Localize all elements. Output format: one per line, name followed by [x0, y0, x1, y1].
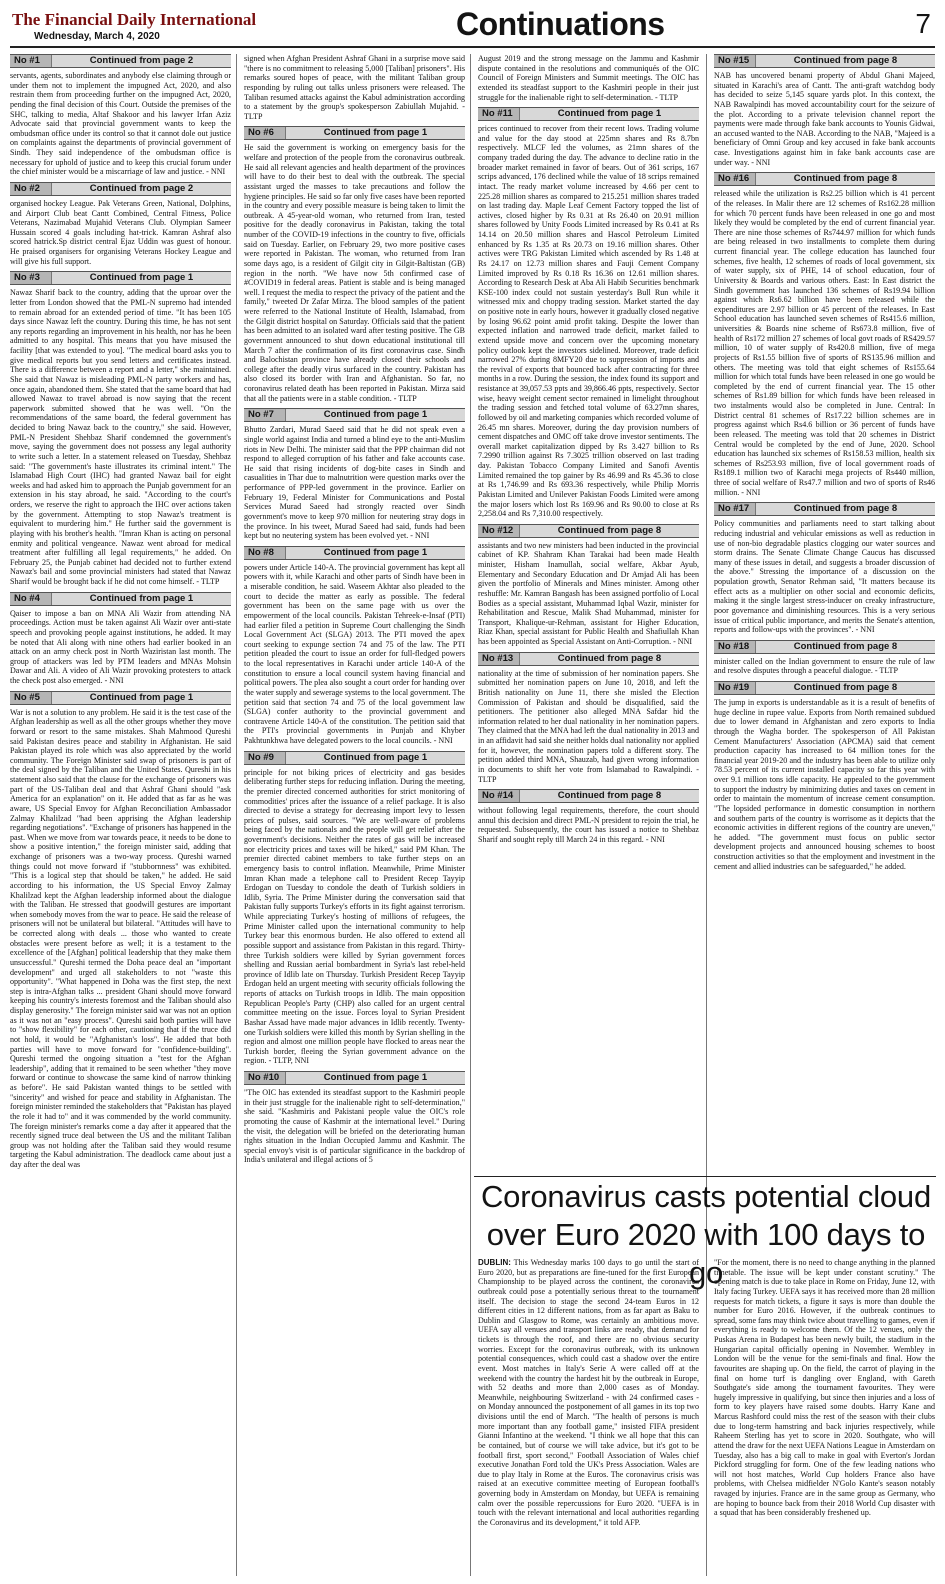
story-text: He said the government is working on emergency basis for the welfare and protection of the people from the coronavirus outbreak. He said all relevant agencies and health department of the provinces will have to do their best to deal with the outbreak. The special assistant urged the masses to take precautions and follow the hygiene principles. He said so far only five cases have been reported in the country and every possible measure is being taken to limit the outbreak. A 45-year-old woman, who returned from Iran, tested positive for the deadly coronavirus in Pakistan, taking the total number of the COVID-19 infections in the country to five, officials said on Tuesday. Earlier, on February 29, two more positive cases were reported in Pakistan. The woman, who returned from Iran some days ago, is a resident of Gilgit city in Gilgit-Baltistan (GB) region in the north. "We have now 5th confirmed case of #COVID19 in federal areas. Patient is stable and is being managed well. I request the media to respect the privacy of the patient and the family," tweeted Dr Zafar Mirza. The blood samples of the patient were referred to the National Institute of Health, Islamabad, from the Gilgit district hospital on Saturday. Officials said that the patient has been admitted to an isolated ward after testing positive. The GB government announced to shut down educational institutional till March 7 after the confirmation of its first coronavirus case. Sindh and Balochistan province have already closed their schools and college after the deadly virus surfaced in the country. Pakistan has also closed its border with Iran and Afghanistan. So far, no coronavirus related death has been reported in Pakistan. Mirza said that all the patients were in a stable condition. - TLTP: [244, 143, 465, 403]
story-header: [10, 592, 231, 606]
issue-date: Wednesday, March 4, 2020: [34, 31, 160, 42]
continued-label: Continued from page 1: [557, 108, 662, 120]
feature-text: "For the moment, there is no need to change anything in the planned timetable. The issue will be kept under constant scrutiny." The opening match is due to take place in Rome on Friday, June 12, with Italy facing Turkey. UEFA says it has received more than 28 million requests for match tickets, a figure it says is more than double the number for Euro 2016. However, if the outbreak continues to spread, some fans may think twice about travelling to games, even if everything is ready to welcome them. Of the 12 venues, only the Puskas Arena in Budapest has been newly built, the stadium in the Hungarian capital officially opening in November. Wembley in London will be the venue for the semi-finals and final. How the favourites are shaping up. On the field, the carrot of playing in the final on home turf is dangling over England, with Gareth Southgate's side among the tournament favourites. They were hugely impressive in qualifying, but since then injuries and a loss of form to key players have raised some doubts. Harry Kane and Marcus Rashford could miss the rest of the season with their clubs due to long-term hamstring and back injuries respectively, while Raheem Sterling has yet to score in 2020. Southgate, who will attend the draw for the next UEFA Nations League in Amsterdam on Tuesday, also has a big call to make in goal with Everton's Jordan Pickford struggling for form. One of the few leading nations who will not host matches, World Cup holders France also have problems, with Chelsea midfielder N'Golo Kante's season notably ravaged by injuries. France are in the same group as Germany, who are hoping to bounce back from their 2018 World Cup disaster with a squad that has been considerably freshened up.: [714, 1258, 935, 1518]
story-text: without following legal requirements, therefore, the court should annul this decision and direct PML-N president to rejoin the trial, he requested. Subsequently, the court has issued a notice to Shehbaz Sharif and sought reply till March 24 in this regard. - NNI: [478, 806, 699, 844]
story-header: [244, 408, 465, 422]
feature-dateline: DUBLIN:: [478, 1258, 511, 1267]
story-text: released while the utilization is Rs2.25 billion which is 41 percent of the releases. In Malir there are 12 schemes of Rs162.28 million for which 70 percent funds have been released in one go and most likely they would be completed by the end of current financial year. There are nine those schemes of Rs744.97 million for which funds are being released in two installments to complete them during current financial year. The college education has launched four schemes, five health, 12 schemes of roads of local government, six of water supply, six of PHE, 14 of school education, four of University & Boards and various others. East: In East district the Sindh government has launched 136 schemes of Rs19.94 billion against which Rs6.62 billion have been released while the expenditures are 2.97 billion or 45 percent of the releases. In East School education has launched seven schemes of Rs415.6 million, universities & Boards nine scheme of Rs673.8 million, five of health of Rs172 million 27 schemes of local govt roads of RS429.57 million, 10 of water supply of Rs420.8 million, five of mega projects of Rs1.55 billion five of sports of RS135.96 million and others. The meeting was told that eight schemes of Rs155.64 million for which total funds have been released in one go would be completed by the end of current financial year. The 15 other schemes of Rs1.89 billion for which funds have been released in two instalments would also be completed in June. Central: In District central 81 schemes of Rs17.22 billion schemes are in progress against which Rs4.6 billion or 36 percent of funds have been released. The meeting was told that 20 schemes in District Central would be completed by the end of June, 2020. School education has launched six schemes of Rs158.53 million, health six schemes of Rs253.93 million, five of local government roads of Rs189.1 million two of Karachi mega projects of Rs440 million, three of social welfare of Rs47.7 million and two of sports of Rs46 million. - NNI: [714, 189, 935, 497]
continued-label: Continued from page 8: [793, 55, 898, 66]
story-header: [10, 54, 231, 68]
story-header: [714, 54, 935, 68]
section-title: Continuations: [456, 6, 665, 42]
continued-label: Continued from page 8: [793, 640, 898, 652]
continued-label: Continued from page 1: [323, 751, 428, 763]
story-number: No #5: [10, 692, 52, 704]
story-17: [714, 502, 935, 635]
story-number: No #3: [10, 272, 52, 284]
column-2: [244, 54, 465, 1576]
story-header: [244, 546, 465, 560]
story-number: No #7: [244, 409, 286, 421]
story-text: Bhutto Zardari, Murad Saeed said that he did not speak even a single world against India and turned a blind eye to the anti-Muslim riots in New Delhi. The minister said that the PPP chairman did not respond to alleged corruption of his father and fake accounts case. He said that rising incidents of dog-bite cases in Sindh and casualities in Thar due to malnutrition were question marks over the performance of PPP-led government in the province. Earlier on February 19, Federal Minister for Communications and Postal Services Murad Saeed had strongly reacted over Sindh government's move to keep 970 million for neutering stray dogs in the province. In his tweet, Murad Saeed had said, funds had been kept but no neutering system has been evolved yet. - NNI: [244, 425, 465, 541]
column-divider: [706, 54, 707, 1576]
story-text: organised hockey League. Pak Veterans Green, National, Dolphins, and Airport Club beat Cantt Combined, Central Fitness, Police Veterans, Nazimabad Mujahid Veterans Club. Olympian Sameer Hussain scored 4 goals including hat-trick. Kamran Ashraf also scored hatrick.Sp district central Ejaz Uddin was guest of honour. He praised organisers for organising Veterans Hockey League and will give his full support.: [10, 198, 231, 266]
column-divider: [470, 54, 471, 1576]
story-3: [10, 271, 231, 586]
story-5-continued: [244, 54, 465, 121]
continued-label: Continued from page 2: [89, 182, 194, 194]
feature-column-1: [478, 1258, 699, 1578]
story-18: [714, 640, 935, 676]
story-header: [478, 524, 699, 538]
story-number: No #19: [714, 682, 756, 694]
story-header: [10, 691, 231, 705]
story-number: No #16: [714, 173, 756, 185]
column-divider: [236, 54, 237, 1576]
story-text: assistants and two new ministers had been inducted in the provincial cabinet of KP. Shahram Khan Tarakai had been made Health minister, Hisham Inamullah, social welfare, Akbar Ayub, Elementary and Secondary Education and Dr Amjad Ali has been given the portfolio of Minerals and Mines minister. Among other reshuffle: Mr. Kamran Bangash has been assigned portfolio of Local Bodies as a special assistant, Muhammad Iqbal Wazir, minister for Rehabilitation and Rescue, Malik Shad Muhammad, minister for Transport, Khalique-ur-Rehman, assistant for Higher Education, Riaz Khan, special assistant for Public Health and Shafiullah Khan has been appointed as Special Assistant on Anti-Corruption. - NNI: [478, 540, 699, 646]
story-5: [10, 691, 231, 1170]
story-7: [244, 408, 465, 541]
story-text: principle for not biking prices of electricity and gas besides deliberating further steps for reducing inflation. During the meeting, the premier directed concerned authorities for strict monitoring of commodities' prices after the issuance of a relief package. It is also directed to devise a strategy for decreasing import levy to lessen prices of pulses, said sources. "We are well-aware of problems being faced by the nationals and the people will get relief after the government's decisions. Neither the rates of gas will be increased nor electricity prices and taxes will be hiked," said PM Khan. The premier directed cabinet members to take further steps on an emergency basis to control inflation. Meanwhile, Prime Minister Imran Khan made a telephone call to President Recep Tayyip Erdogan on Tuesday to condole the death of Turkish soldiers in Idlib, Syria. The Prime Minister during the conversation said that Pakistan fully supports Turkey's efforts in its fight against terrorism. While appreciating Turkey's hosting of millions of refugees, the Prime Minister called upon the international community to help Turkey bear this enormous burden. He also offered to extend all possible support and assistance from Pakistan in this regard. Thirty-three Turkish soldiers were killed by Syrian government forces shelling and Russian aerial bombardment in Syria's last rebel-held province of Idlib late on Thursday. Turkish President Recep Tayyip Erdogan held an urgent meeting with security officials following the reports of attacks on Turkish troops in Idlib. The main opposition Republican People's Party (CHP) also called for an urgent central committee meeting on the issue. Forces loyal to Syrian President Bashar Assad have made major advances in Idlib recently. Twenty-one Turkish soldiers were killed this month by Syrian shelling in the region and almost one million people have flocked to areas near the Turkish border, fleeing the Syrian government advance on the region. - TLTP, NNI: [244, 767, 465, 1066]
story-number: No #10: [244, 1072, 286, 1084]
story-header: [714, 502, 935, 516]
story-14: [478, 789, 699, 845]
story-text: nationality at the time of submission of her nomination papers. She submitted her nomination papers on June 10, 2018, and left the British nationality on June 11, there she misled the Election Commission of Pakistan and should be disqualified, said the petitioners. The petitioner also alleged MNA Safdar hid the information related to her dual nationality in her nomination papers. They claimed that the MNA had left the dual nationality in 2013 and in an affidavit had said she neither holds dual nationality nor applied for it, however, the nomination papers told a different story. The petition added third MNA, Shauzab, had given wrong information in documents to shift her vote from Islamabad to Rawalpindi. - TLTP: [478, 668, 699, 784]
story-text: Nawaz Sharif back to the country, adding that the uproar over the letter from London showed that the PML-N supremo had intended to remain abroad for an extended period of time. "It has been 105 days since Nawaz left the country. During this time, he has not sent any reports regarding an improvement in his health, nor has he been admitted to any hospital. This means that you have misused the facility [that was extended to you]. "The medical board asks you to give medical reports but you send letters and certificates instead. There is a difference between a report and a letter," she maintained. She said that Nawaz is misleading PML-N party workers and has, once again, abandoned them. She stated that the same board that had allowed Nawaz to travel abroad is now saying that the recent paperwork submitted showed that he was well. "On the recommendations of the same board, the federal government has decided to bring Nawaz back to the country," she said. However, PML-N President Shehbaz Sharif condemned the government's move, saying the government does not possess any legal authority to write such a letter. In a statement released on Tuesday, Shehbaz said: "The government's haste illustrates its criminal intent." The Islamabad High Court (IHC) had granted Nawaz bail for eight weeks and had asked him to approach the Punjab government for an extension in his stay abroad, he said. "According to the court's orders, we reserve the right to approach the IHC over actions taken by the government. Attempting to stop Nawaz's treatment is equivalent to murdering him." He further said the government is playing with his brother's health. "Imran Khan is acting on personal enmity and political vengeance. Nawaz went abroad for medical treatment after fulfilling all legal requirements," he added. On February 25, the Punjab cabinet had decided not to further extend Nawaz's bail and some provincial ministers had stated that Nawaz Sharif would be brought back if he did not come himself. - TLTP: [10, 288, 231, 586]
story-text: powers under Article 140-A. The provincial government has kept all powers with it, while Karachi and other parts of Sindh have been in a miserable condition, he said. Waseem Akhtar also pleaded to the court to decide the matter as early as possible. The federal government has been on the same page with us over the empowerment of the local councils. Pakistan Tehreek-e-Insaf (PTI) had earlier filed a petition in Supreme Court challenging the Sindh Local Government Act (SLGA) 2013. The PTI moved the apex court seeking to expunge section 74 and 75 of the law. The PTI petition pleaded the court to issue an order for full-fledged powers to the local representatives in Karachi under article 140-A of the constitution to ensure a local council system having financial and political powers. The plea also sought a court order for handing over the water supply and sewerage systems to the local government. The petition said that section 74 and 75 of the local government law (SLGA) confer authority to the provincial government and contravene Article 140-A of the constitution. The petition said that the PTI's provincial governments in Punjab and Khyber Pakhtunkhwa have delegated powers to the local councils. - NNI: [244, 562, 465, 745]
continued-label: Continued from page 8: [557, 652, 662, 664]
newspaper-name: The Financial Daily International: [12, 10, 257, 29]
story-header: [244, 751, 465, 765]
story-13: [478, 652, 699, 785]
column-4: [714, 54, 935, 1172]
story-header: [714, 172, 935, 186]
story-15: [714, 54, 935, 167]
feature-column-2: [714, 1258, 935, 1578]
story-header: [478, 107, 699, 121]
story-16: [714, 172, 935, 497]
story-1: [10, 54, 231, 177]
continued-label: Continued from page 1: [323, 127, 428, 139]
continued-label: Continued from page 1: [323, 409, 428, 421]
page-number: 7: [915, 8, 931, 39]
story-text: prices continued to recover from their recent lows. Trading volume and value for the day stood at 225mn shares and Rs 8.7bn respectively. MLCF led the volumes, as 21mn shares of the company traded during the day. The advance to decline ratio in the broader market remained in favor of bears. Out of 361 scrips, 167 scrips advanced, 176 declined while the value of 18 scrips remained intact. The ready market volume increased by 4.66 per cent to 225.28 million shares as compared to 215.251 million shares traded on last trading day. Maple Leaf Cement Factory topped the list of actives, closed higher by Rs 0.31 at Rs 26.40 on 20.91 million shares followed by Unity Foods Limited increased by Rs 0.41 at Rs 14.14 on 20.50 million shares and Hascol Petroleum Limited enhanced by Rs 1.35 at Rs 20.73 on 19.16 million shares. Other actives were TRG Pakistan Limited which ascended by Rs 1.48 at Rs 24.17 on 12.73 million shares and Fauji Cement Company Limited improved by Rs 0.18 Rs 16.36 on 12.61 million shares. According to Research Desk at Aba Ali Habib Securities benchmark KSE-100 index could not sustain yesterday's Bull Run while it witnessed mix and choppy trading session. Market started the day on positive note in early hours, however it gradually closed negative by losing 96.62 point amid profit taking. Despite the lower than expected inflation and narrowed trade deficit, market failed to extend upside move and concern over the upcoming monetary policy outlook kept the investors sidelined. Moreover, trade deficit narrowed 27% during 8MFY20 due to suppression of imports and the revival of exports that bounced back after contracting for three months in a row. During the session, the index found its support and resistance at 39,057.53 ppts and 39,866.46 ppts, respectively. Sector wise, heavy weight cement sector remained in limelight throughout the trading session and fetched total volume of 63.27mn shares, followed by oil and marketing companies which recorded volume of 26.45 mn shares. Moreover, during the day provision numbers of cement dispatches and OMC off take drove investor sentiments. The overall market capitalization dipped by Rs 3.427 billion to Rs 7.2990 trillion against Rs 7.3025 trillion observed on last trading day. Pakistan Tobacco Company Limited and Sanofi Aventis Limited remained the top gainer by Rs 46.99 and Rs 45.36 to close at Rs 1,746.99 and Rs 693.36 respectively, while Philip Morris Pakistan Limited and Unilever Pakistan Foods Limited were among the major losers which lost Rs 169.96 and Rs 90.00 to close at Rs 2,258.04 and Rs 7,310.00 respectively.: [478, 124, 699, 519]
story-header: [714, 640, 935, 654]
story-number: No #6: [244, 127, 286, 139]
story-number: No #9: [244, 752, 286, 764]
story-text: Qaiser to impose a ban on MNA Ali Wazir from attending NA proceedings. Action must be taken against Ali Wazir over anti-state speech and provoking people against institutions, he added. It may be noted that Ali along with nine others had earlier booked in an attack on an army check post in North Waziristan last month. The group of attackers was led by PTM leaders and MNAs Mohsin Dawar and Ali. A video of Ali Wazir provoking protesters to attack the check post also emerged. - NNI: [10, 608, 231, 685]
story-number: No #12: [478, 525, 520, 537]
story-number: No #13: [478, 653, 520, 665]
story-12: [478, 524, 699, 647]
continued-label: Continued from page 8: [557, 790, 662, 802]
story-4: [10, 592, 231, 686]
story-text: August 2019 and the strong message on the Jammu and Kashmir dispute contained in the resolutions and communiqués of the OIC Council of Foreign Ministers and Summit meetings. The OIC has extended its steadfast support to the Kashmiri people in their just struggle for the inalienable right to self-determination. - TLTP: [478, 54, 699, 102]
masthead: [10, 8, 935, 48]
continued-label: Continued from page 1: [89, 691, 194, 703]
story-number: No #4: [10, 593, 52, 605]
continued-label: Continued from page 8: [793, 173, 898, 185]
continued-label: Continued from page 8: [793, 682, 898, 693]
story-header: [244, 126, 465, 140]
story-10: [244, 1071, 465, 1165]
story-number: No #15: [714, 55, 756, 67]
story-header: [10, 271, 231, 285]
story-header: [478, 652, 699, 666]
story-text: Policy communities and parliaments need to start talking about reducing industrial and vehicular emissions as well as reduction in use of non-bio degradable plastics clogging our water sources and storm drains. The Senate Climate Change Caucus has discussed many of these issues in detail, and suggests a broader discussion of the above." Stressing the importance of a discussion on the population growth, Senator Rehman said, "It matters because its effect acts as a multiplier on other social and economic deficits, making it the single largest stress-inducer on creaky infrastructure, poor governance and diminishing resources. This is a very serious issue of critical public importance, and merits the Senate's attention, reports and follow-ups with the provinces". - NNI: [714, 519, 935, 635]
story-header: [714, 681, 935, 695]
story-text: servants, agents, subordinates and anybody else claiming through or under them not to implement the impugned Act, 2020, and also restrain them from proceeding further on the impugned Act, 2020, pending the final decision of this Court. Outside the premises of the SHC, talking to media, Altaf Shakoor and his lawyer Irfan Aziz Advocate said that provincial government wants to keep the ombudsman office under its control so that it cannot dole out justice on complaints against the departments of provincial government of Sindh. They said independence of the ombudsman office is necessary for uphold of justice and to keep this crucial forum under the chief minister would be a miscarriage of law and justice. - NNI: [10, 71, 231, 177]
story-number: No #18: [714, 641, 756, 653]
story-6: [244, 126, 465, 403]
story-text: NAB has uncovered benami property of Abdul Ghani Majeed, situated in Karachi's area of Cantt. The anti-graft watchdog body has decided to seize 5,145 square yards plot. In this context, the NAB Rawalpindi has moved accountability court for the seizure of the plot. According to a private television channel report the payments were made through fake bank accounts to Younis Gidwai, an accused wanted to the NAB. According to the NAB, "Majeed is a beneficiary of Omni Group and key accused in fake bank accounts case. Investigations against him in fake bank accounts case are under way. - NNI: [714, 71, 935, 167]
story-number: No #11: [478, 108, 520, 120]
continued-label: Continued from page 1: [89, 592, 194, 604]
story-number: No #2: [10, 183, 52, 195]
story-text: War is not a solution to any problem. He said it is the test case of the Afghan leadership as well as all the other groups whether they move forward or resort to the same mistakes. Shah Mahmood Qureshi said Pakistan desires peace and stability in Afghanistan. He said Pakistan played its role which was also appreciated by the world community. The Foreign Minister said swap of prisoners is part of the deal signed by the Taliban and the United States. Qureshi in his statement also said that the clause for the exchange of prisoners was part of the US-Taliban deal and that Ashraf Ghani should "ask America for an explanation" on it. He added that as far as he was aware, US Special Envoy for Afghan Reconciliation Ambassador Zalmay Khalilzad "had been apprising the Afghan leadership regarding negotiations". "Exchange of prisoners has happened in the past. When we move from war towards peace, it needs to be done to show a positive intention," the foreign minister said, adding that exchange of prisoners was a two-way process. Qureshi warned things could not move forward if "stubbornness" was exhibited. "This is a logical step that should be taken," he added. He said according to his information, the US Special Envoy Zalmay Khalilzad kept the Afghan leadership informed about the dialogue with the Taliban. He stressed that goodwill gestures are important when somebody moves from the war to peace. He said the release of prisoners will not be unilateral but bilateral. "Attitudes will have to be corrected along with deals ... those who wanted to create obstacles were present before as well; it is a testament to the excellence of the [Afghan] political leadership that they make them unsuccessful." Qureshi termed the Doha peace deal an "important development" and urged all stakeholders to not "waste this opportunity". "What happened in Doha was the first step, the next step is intra-Afghan talks ... president Ghani should move forward keeping his country's interests foremost and the Taliban should also display generosity." The foreign minister said war was not an option as it was not an "easy process". Qureshi said both parties will have to "show flexibility" for each other, cautioning that if the truce did not hold, it would be "Afghanistan's loss". He added that both parties will have to move forward for "confidence-building". Qureshi termed the ongoing situation a "test for the Afghan leadership", adding that it remained to be seen whether "they move forward or continue to showcase the same kind of narrow thinking as before". He said Pakistan wanted things to be settled with "sincerity" and wished for peace and stability in Afghanistan. The foreign minister reminded the stakeholders that "Pakistan has played the role it had to" and it was commended by the world community. The foreign minister's remarks come a day after it appeared that the recently signed truce deal between the US and the militant Taliban group was not holding after the Taliban said they would resume targeting the Kabul administration. The deadlock came about just a day after the deal was: [10, 707, 231, 1169]
story-10-continued: [478, 54, 699, 102]
story-19: [714, 681, 935, 871]
story-header: [478, 789, 699, 803]
column-3: [478, 54, 699, 1172]
continued-label: Continued from page 2: [89, 55, 194, 66]
story-header: [10, 182, 231, 196]
feature-text: This Wednesday marks 100 days to go until the start of Euro 2020, but as preparations are fine-tuned for the first European Championship to be played across the continent, the coronavirus outbreak could pose a potentially serious threat to the tournament itself. The decision to stage the second 24-team Euros in 12 different cities in 12 different nations, from as far apart as Baku to Dublin and Glasgow to Rome, was certainly an ambitious move. UEFA say all venues and transport links are ready, that demand for tickets is through the roof, and there are no obvious security worries. Except for the coronavirus outbreak, with its unknown potential consequences, which could cast a shadow over the entire event. Most matches in Italy's Serie A were called off at the weekend with the country the hardest hit by the outbreak in Europe, with 52 deaths and more than 2,000 cases as of Monday. Meanwhile, neighbouring Switzerland - with 24 confirmed cases - on Monday announced the postponement of all games in its top two divisions until the end of March. "The health of persons is much more important than any football game," insisted FIFA president Gianni Infantino at the weekend. "I think we all hope that this can be contained, but of course we will take advice, but it's got to be football first, sport second," Football Association of Wales chief executive Jonathan Ford told the UK's Press Association. Wales are due to play Italy in Rome at the Euros. The coronavirus crisis was raised at an executive committee meeting of European football's governing body in Amsterdam on Monday, but UEFA is remaining calm over the possible repercussions for Euro 2020. "UEFA is in touch with the relevant international and local authorities regarding the Coronavirus and its development," it told AFP.: [478, 1258, 699, 1527]
continued-label: Continued from page 1: [323, 546, 428, 558]
story-number: No #8: [244, 547, 286, 559]
story-text: "The OIC has extended its steadfast support to the Kashmiri people in their just struggle for the inalienable right to self-determination," she said. "Kashmiris and Pakistani people value the OIC's role promoting the cause of Kashmir at the international level." During the visit, the delegation will be briefed on the deteriorating human rights situation in the Indian Occupied Jammu and Kashmir. The special envoy's visit is of particular significance in the backdrop of India's unilateral and illegal actions of 5: [244, 1088, 465, 1165]
story-2: [10, 182, 231, 266]
story-11: [478, 107, 699, 519]
continued-label: Continued from page 8: [793, 503, 898, 515]
story-text: minister called on the Indian government to ensure the rule of law and resolve disputes through a peaceful dialogue. - TLTP: [714, 656, 935, 676]
story-text: The jump in exports is understandable as it is a result of benefits of huge decline in rupee value. Exports from North remained subdued due to lower demand in Afghanistan and zero exports to India through the Wagha border. The spokesperson of All Pakistan Cement Manufacturers' Association (APCMA) said that cement production capacity has increased to 64 million tones for the financial year 2019-20 and the industry has been able to utilize only 78.53 percent of its current installed capacity so far this year with over 9.1 million tons idle capacity. He appealed to the government to support the industry by minimizing duties and taxes on cement in order to maintain the momentum of increase cement consumption. "The lopsided performance in domestic consumption in northern and southern parts of the country is worrisome as it depicts that the economic activities in different regions of the country are uneven," he added. "The government must focus on public sector development projects and announced housing schemes to boost construction activities so that the employment and investment in the cement and allied industries can be safeguarded," he added.: [714, 698, 935, 871]
story-8: [244, 546, 465, 746]
continued-label: Continued from page 8: [557, 524, 662, 536]
feature-rule: [474, 1176, 936, 1177]
column-1: [10, 54, 231, 1576]
story-header: [244, 1071, 465, 1085]
story-9: [244, 751, 465, 1066]
continued-label: Continued from page 1: [89, 272, 194, 284]
story-text: signed when Afghan President Ashraf Ghani in a surprise move said "there is no commitment to releasing 5,000 [Taliban] prisoners". His remarks soured hopes of peace, with the militant Taliban group responding by ruling out talks unless prisoners were released. The Taliban resumed attacks against the Kabul administration according to a statement by the group's spokesperson Zabiullah Mujahid. - TLTP: [244, 54, 465, 121]
story-number: No #17: [714, 503, 756, 515]
story-number: No #14: [478, 790, 520, 802]
feature-headline: Coronavirus casts potential cloud over Euro 2020 with 100 days to go: [480, 1179, 932, 1290]
story-number: No #1: [10, 55, 52, 67]
continued-label: Continued from page 1: [323, 1072, 428, 1083]
